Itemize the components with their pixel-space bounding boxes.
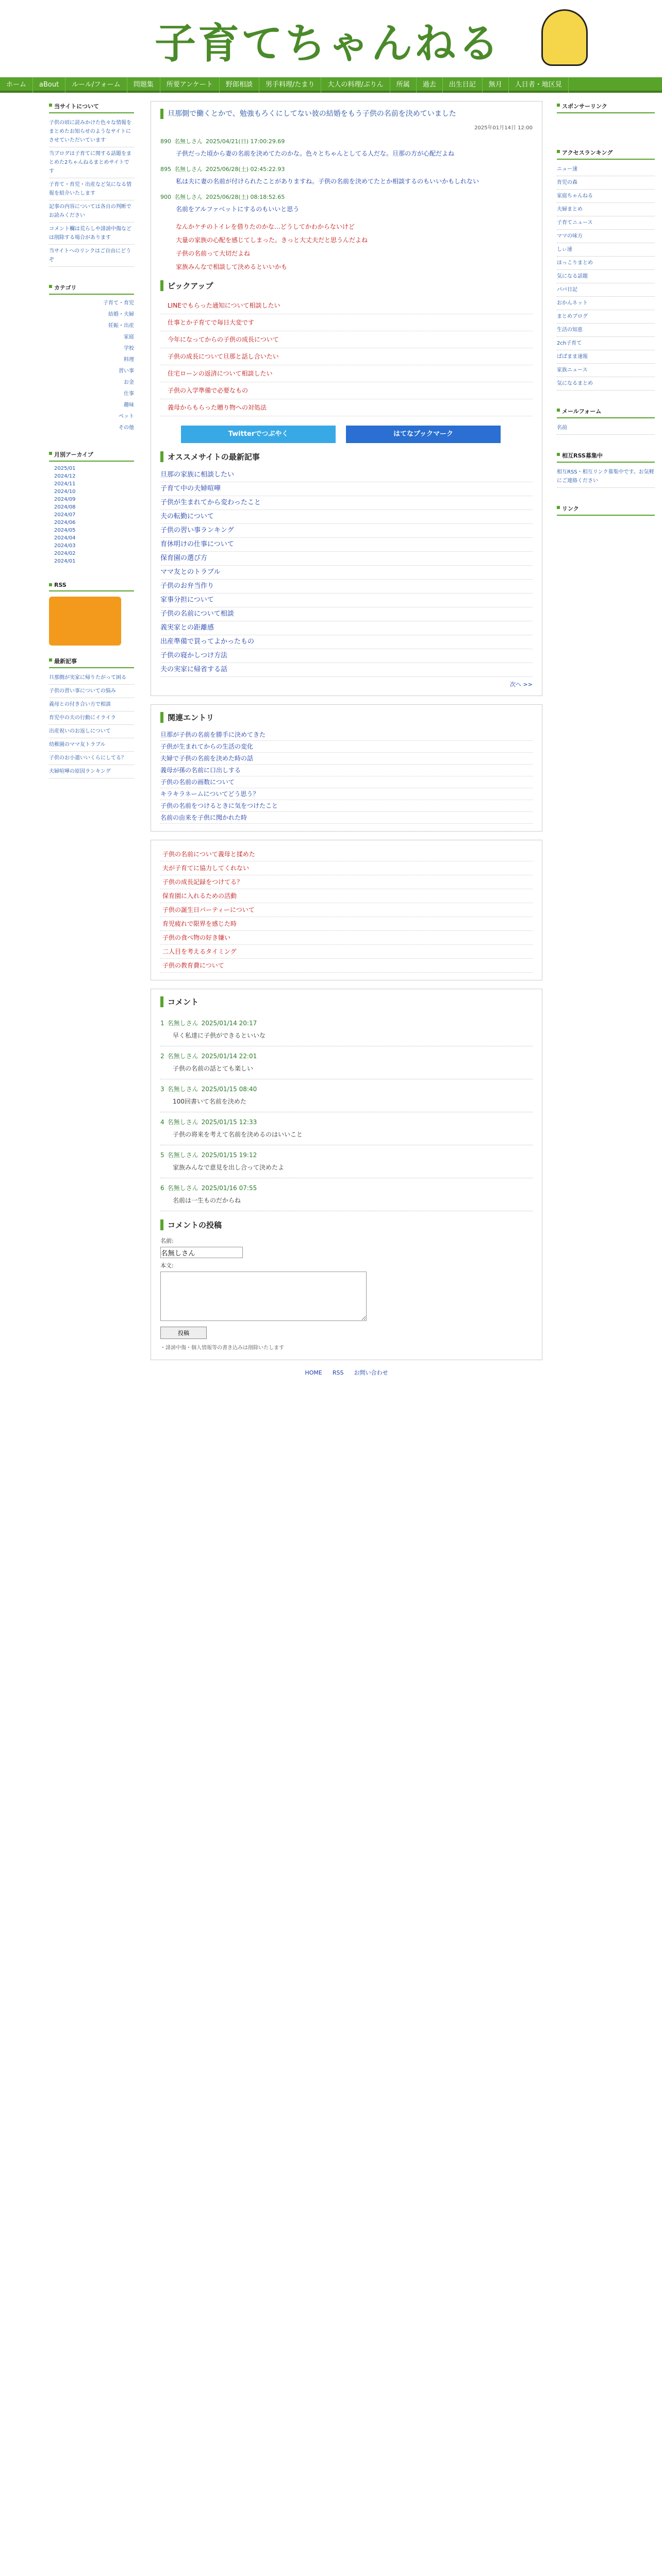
osusume-item[interactable]: 家事分担について (160, 594, 533, 607)
osusume-heading: オススメサイトの最新記事 (160, 451, 533, 462)
archive-item[interactable]: 2024/10 (54, 489, 76, 495)
body-label: 本文: (160, 1262, 174, 1269)
recent-item[interactable]: 夫婦喧嘩の原因ランキング (49, 765, 134, 778)
response-body: 私は夫に妻の名前が付けられたことがありますね。子供の名前を決めてたとか相談するのもいいかもしれない (176, 178, 479, 185)
red-item[interactable]: 子供の成長記録をつけてる？ (160, 875, 533, 889)
category-item[interactable]: 妊娠・出産 (108, 323, 134, 329)
antenna-item[interactable]: 育児の森 (557, 176, 655, 190)
archive-item[interactable]: 2025/01 (54, 466, 76, 471)
nav-item[interactable]: 男手料理/たまり (259, 77, 321, 93)
comment-number: 5 (160, 1151, 164, 1159)
osusume-item[interactable]: ママ友とのトラブル (160, 566, 533, 580)
red-item[interactable]: 保育園に入れるための活動 (160, 889, 533, 903)
post-meta: 2025年01月14日 12:00 (474, 125, 533, 131)
nav-item[interactable]: 野郎相談 (220, 77, 259, 93)
nav-item[interactable]: 問題集 (127, 77, 160, 93)
comment-date: 2025/01/16 07:55 (201, 1184, 257, 1192)
comment-body: 子供の将来を考えて名前を決めるのはいいこと (173, 1131, 303, 1138)
post-line: 子供の名前って大切だよね (176, 250, 251, 257)
comment-header (160, 1084, 533, 1093)
antenna-item[interactable]: ママの味方 (557, 230, 655, 243)
related-item[interactable]: 夫婦で子供の名前を決めた時の話 (160, 753, 533, 765)
sponsor-area (557, 116, 655, 147)
site-header (0, 0, 662, 77)
comment-number: 2 (160, 1053, 164, 1060)
comment-number: 6 (160, 1184, 164, 1192)
osusume-item[interactable]: 子育て中の夫婦喧嘩 (160, 482, 533, 496)
archive-item[interactable]: 2024/08 (54, 504, 76, 510)
comment-date: 2025/01/14 22:01 (201, 1053, 257, 1060)
comment-date: 2025/01/15 12:33 (201, 1118, 257, 1126)
archive-item[interactable]: 2024/12 (54, 473, 76, 479)
comment-item (160, 1112, 533, 1145)
response-header (160, 137, 533, 145)
antenna-item[interactable]: 気になる話題 (557, 270, 655, 283)
comment-item (160, 1013, 533, 1046)
rss-heading: RSS (49, 581, 134, 591)
archive-item[interactable]: 2024/02 (54, 551, 76, 556)
antenna-heading: アクセスランキング (557, 147, 655, 160)
nav-item[interactable]: 所要アンケート (160, 77, 220, 93)
archive-item[interactable]: 2024/03 (54, 543, 76, 549)
recent-item[interactable]: 旦那側が実家に帰りたがって困る (49, 671, 134, 685)
response-body: 子供だった頃から妻の名前を決めてたのかな。色々とちゃんとしてる人だな。旦那の方が心配だよね (176, 150, 455, 157)
comment-date: 2025/01/15 19:12 (201, 1151, 257, 1159)
antenna-item[interactable]: 子育てニュース (557, 216, 655, 230)
archive-item[interactable]: 2024/05 (54, 528, 76, 533)
antenna-item[interactable]: おかんネット (557, 297, 655, 310)
response-number: 900 (160, 194, 171, 200)
about-text: コメント欄は荒らしや誹謗中傷などは削除する場合があります (49, 223, 134, 245)
comment-number: 4 (160, 1118, 164, 1126)
osusume-item[interactable]: 旦那の家族に相談したい (160, 468, 533, 482)
nav-item[interactable]: 人日者・地区見 (509, 77, 569, 93)
category-item[interactable]: その他 (119, 425, 134, 431)
footer-link[interactable]: RSS (332, 1369, 344, 1376)
pickup-item[interactable]: 子供の成長について旦那と話し合いたい (160, 348, 533, 365)
about-text: 子育て・育児・出産など気になる情報を紹介いたします (49, 178, 134, 200)
antenna-item[interactable]: 家庭ちゃんねる (557, 190, 655, 203)
related-item[interactable]: 旦那が子供の名前を勝手に決めてきた (160, 729, 533, 741)
red-item[interactable]: 二人目を考えるタイミング (160, 945, 533, 959)
comment-body: 100回書いて名前を決めた (173, 1098, 246, 1105)
comment-name: 名無しさん (167, 1184, 198, 1192)
antenna-item[interactable]: 夫婦まとめ (557, 203, 655, 216)
comment-heading: コメント (160, 996, 533, 1007)
right-sidebar (557, 101, 655, 519)
archive-heading: 月別アーカイブ (49, 449, 134, 462)
category-item[interactable]: 料理 (124, 357, 134, 363)
comment-name: 名無しさん (167, 1118, 198, 1126)
footer-link[interactable]: お問い合わせ (354, 1369, 388, 1376)
response-name: 名無しさん (174, 138, 203, 145)
antenna-item[interactable]: 生活の知恵 (557, 324, 655, 337)
comment-header (160, 1183, 533, 1192)
pickup-item[interactable]: 子供の入学準備で必要なもの (160, 382, 533, 399)
antenna-list (557, 163, 655, 391)
post-lines (160, 222, 533, 272)
comment-date: 2025/01/15 08:40 (201, 1086, 257, 1093)
related-list (160, 729, 533, 824)
comment-textarea[interactable] (160, 1272, 367, 1321)
response-list (160, 137, 533, 214)
archive-item[interactable]: 2024/07 (54, 512, 76, 518)
mail-heading: メールフォーム (557, 406, 655, 418)
pickup-item[interactable]: 仕事とか子育てで毎日大変です (160, 314, 533, 331)
comment-header (160, 1117, 533, 1126)
response-body: 名前をアルファベットにするのもいいと思う (176, 206, 300, 213)
related-item[interactable]: 子供の名前をつけるときに気をつけたこと (160, 800, 533, 812)
nav-item[interactable]: ホーム (0, 77, 33, 93)
recent-list (49, 671, 134, 778)
recent-item[interactable]: 義母との付き合い方で相談 (49, 698, 134, 711)
post-title[interactable]: 旦那側で働くとかで、勉強もろくにしてない彼の結婚をもう子供の名前を決めていました (160, 109, 533, 119)
comment-name: 名無しさん (167, 1151, 198, 1159)
comment-name: 名無しさん (167, 1053, 198, 1060)
category-item[interactable]: ペット (119, 414, 134, 419)
osusume-item[interactable]: 義実家との距離感 (160, 621, 533, 635)
related-item[interactable]: 義母が孫の名前に口出しする (160, 765, 533, 776)
red-item[interactable]: 子供の誕生日パーティーについて (160, 903, 533, 917)
archive-item[interactable]: 2024/06 (54, 520, 76, 526)
left-sidebar (49, 101, 134, 778)
name-label: 名前: (160, 1238, 174, 1244)
recent-item[interactable]: 子供の習い事についての悩み (49, 685, 134, 698)
osusume-more-link[interactable]: 次へ >> (510, 681, 533, 688)
pickup-item[interactable]: 今年になってからの子供の成長について (160, 331, 533, 348)
related-box (151, 704, 542, 832)
antenna-item[interactable]: パパ日記 (557, 283, 655, 297)
about-heading: 当サイトについて (49, 101, 134, 113)
recent-item[interactable]: 幼稚園のママ友トラブル (49, 738, 134, 752)
antenna-item[interactable]: 2ch子育て (557, 337, 655, 350)
post-box (151, 101, 542, 696)
response-date: 2025/06/28(土) 02:45:22.93 (206, 166, 285, 173)
category-item[interactable]: 家庭 (124, 334, 134, 340)
comment-body: 家族みんなで意見を出し合って決めたよ (173, 1164, 285, 1171)
archive-item[interactable]: 2024/04 (54, 535, 76, 541)
response-number: 895 (160, 166, 171, 173)
form-heading: コメントの投稿 (160, 1219, 533, 1230)
comment-list (160, 1013, 533, 1211)
comment-header (160, 1150, 533, 1159)
osusume-item[interactable]: 保育園の選び方 (160, 552, 533, 566)
osusume-item[interactable]: 育休明けの仕事について (160, 538, 533, 552)
nav-item[interactable]: 過去 (417, 77, 443, 93)
category-heading: カテゴリ (49, 282, 134, 295)
category-item[interactable]: 習い事 (119, 368, 134, 374)
antenna-item[interactable]: 家族ニュース (557, 364, 655, 377)
nav-item[interactable]: 大人の料理/ぷりん (321, 77, 390, 93)
archive-item[interactable]: 2024/11 (54, 481, 76, 487)
pickup-heading: ピックアップ (160, 280, 533, 291)
site-logo[interactable]: 子育てちゃんねる (155, 19, 501, 67)
archive-item[interactable]: 2024/01 (54, 558, 76, 564)
pickup-item[interactable]: 住宅ローンの返済について相談したい (160, 365, 533, 382)
category-item[interactable]: 子育て・育児 (103, 300, 134, 306)
category-item[interactable]: 結婚・夫婦 (108, 312, 134, 317)
osusume-item[interactable]: 子供の寝かしつけ方法 (160, 649, 533, 663)
comment-header (160, 1052, 533, 1060)
comment-item (160, 1079, 533, 1112)
archive-list (49, 465, 134, 565)
related-item[interactable]: キラキラネームについてどう思う？ (160, 788, 533, 800)
response-number: 890 (160, 138, 171, 145)
comment-date: 2025/01/14 20:17 (201, 1020, 257, 1027)
sponsor-heading: スポンサーリンク (557, 101, 655, 113)
osusume-item[interactable]: 夫の転勤について (160, 510, 533, 524)
nav-item[interactable]: aBout (33, 77, 65, 93)
link-heading: リンク (557, 503, 655, 516)
comment-number: 1 (160, 1020, 164, 1027)
red-box (151, 840, 542, 980)
antenna-item[interactable]: しぃ速 (557, 243, 655, 257)
mail-text[interactable]: 名前 (557, 421, 655, 435)
hatena-button[interactable]: はてなブックマーク (346, 426, 501, 443)
rss-icon[interactable] (49, 597, 121, 646)
comment-number: 3 (160, 1086, 164, 1093)
response-date: 2025/04/21(日) 17:00:29.69 (206, 138, 285, 145)
share-buttons (181, 426, 533, 443)
osusume-item[interactable]: 子供の習い事ランキング (160, 524, 533, 538)
pickup-list (160, 297, 533, 416)
about-list (49, 116, 134, 267)
osusume-item[interactable]: 子供が生まれてから変わったこと (160, 496, 533, 510)
about-rss-text: 相互RSS・相互リンク募集中です。お気軽にご連絡ください (557, 466, 655, 488)
about-text: 当ブログは子育てに関する話題をまとめた2ちゃんねるまとめサイトです (49, 147, 134, 178)
nav-item[interactable]: 所属 (390, 77, 417, 93)
red-item[interactable]: 夫が子育てに協力してくれない (160, 861, 533, 875)
nav-item[interactable]: 出生日記 (443, 77, 483, 93)
category-item[interactable]: 学校 (124, 346, 134, 351)
comment-item (160, 1145, 533, 1178)
osusume-item[interactable]: 子供のお弁当作り (160, 580, 533, 594)
osusume-item[interactable]: 出産準備で買ってよかったもの (160, 635, 533, 649)
recent-heading: 最新記事 (49, 656, 134, 668)
footer-links (151, 1368, 542, 1377)
antenna-item[interactable]: ぱぱまま速報 (557, 350, 655, 364)
related-item[interactable]: 子供の名前の画数について (160, 776, 533, 788)
comment-name: 名無しさん (167, 1020, 198, 1027)
mascot-icon (541, 9, 588, 66)
related-heading: 関連エントリ (160, 712, 533, 723)
footer-link[interactable]: HOME (305, 1369, 322, 1376)
red-item[interactable]: 子供の教育費について (160, 959, 533, 973)
comment-header (160, 1019, 533, 1027)
twitter-button[interactable]: Twitterでつぶやく (181, 426, 336, 443)
related-item[interactable]: 子供が生まれてからの生活の変化 (160, 741, 533, 753)
category-item[interactable]: お金 (124, 380, 134, 385)
nav-item[interactable]: 無月 (483, 77, 509, 93)
response-header (160, 193, 533, 201)
response-date: 2025/06/28(土) 08:18:52.65 (206, 194, 285, 200)
about-rss-heading: 相互RSS募集中 (557, 450, 655, 463)
pickup-item[interactable]: 義母からもらった贈り物への対処法 (160, 399, 533, 416)
comment-name: 名無しさん (167, 1086, 198, 1093)
main-content (151, 101, 542, 1377)
related-item[interactable]: 名前の由来を子供に聞かれた時 (160, 812, 533, 824)
response-name: 名無しさん (174, 166, 203, 173)
osusume-list (160, 468, 533, 677)
about-text: 記事の内容については各自の判断でお読みください (49, 200, 134, 223)
nav-item[interactable]: ルール/フォーム (65, 77, 127, 93)
recent-item[interactable]: 出産祝いのお返しについて (49, 725, 134, 738)
recent-item[interactable]: 子供のお小遣いいくらにしてる？ (49, 752, 134, 765)
category-item[interactable]: 仕事 (124, 391, 134, 397)
antenna-item[interactable]: まとめブログ (557, 310, 655, 324)
osusume-item[interactable]: 夫の実家に帰省する話 (160, 663, 533, 677)
global-nav (0, 77, 662, 93)
comment-body: 子供の名前の話とても楽しい (173, 1065, 254, 1072)
comment-item (160, 1046, 533, 1079)
antenna-item[interactable]: 気になるまとめ (557, 377, 655, 391)
comment-box (151, 989, 542, 1360)
post-line: 家族みんなで相談して決めるといいかも (176, 263, 288, 270)
red-list (160, 848, 533, 973)
red-item[interactable]: 子供の食べ物の好き嫌い (160, 931, 533, 945)
comment-body: 早く私達に子供ができるといいな (173, 1032, 266, 1039)
submit-button[interactable]: 投稿 (160, 1327, 207, 1339)
about-text: 当サイトへのリンクはご自由にどうぞ (49, 245, 134, 267)
antenna-item[interactable]: ニュー速 (557, 163, 655, 176)
form-note: ・誹謗中傷・個人情報等の書き込みは削除いたします (160, 1345, 284, 1351)
response-header (160, 165, 533, 173)
post-line: なんかケチのトイレを借りたのかな…どうしてかわからないけど (176, 223, 355, 230)
red-item[interactable]: 子供の名前について義母と揉めた (160, 848, 533, 861)
comment-item (160, 1178, 533, 1211)
post-line: 大量の家族の心配を感じてしまった。きっと大丈夫だと思うんだよね (176, 236, 368, 244)
category-item[interactable]: 趣味 (124, 402, 134, 408)
response-name: 名無しさん (174, 194, 203, 200)
name-input[interactable] (160, 1247, 243, 1258)
red-item[interactable]: 育児疲れで限界を感じた時 (160, 917, 533, 931)
pickup-item[interactable]: LINEでもらった通知について相談したい (160, 297, 533, 314)
category-list (49, 298, 134, 434)
osusume-item[interactable]: 子供の名前について相談 (160, 607, 533, 621)
antenna-item[interactable]: ほっこりまとめ (557, 257, 655, 270)
archive-item[interactable]: 2024/09 (54, 497, 76, 502)
recent-item[interactable]: 育児中の夫の行動にイライラ (49, 711, 134, 725)
comment-body: 名前は一生ものだからね (173, 1197, 241, 1204)
about-text: 子供の頃に読みかけた色々な情報をまとめたお知らせのようなサイトにさせていただいています (49, 116, 134, 147)
